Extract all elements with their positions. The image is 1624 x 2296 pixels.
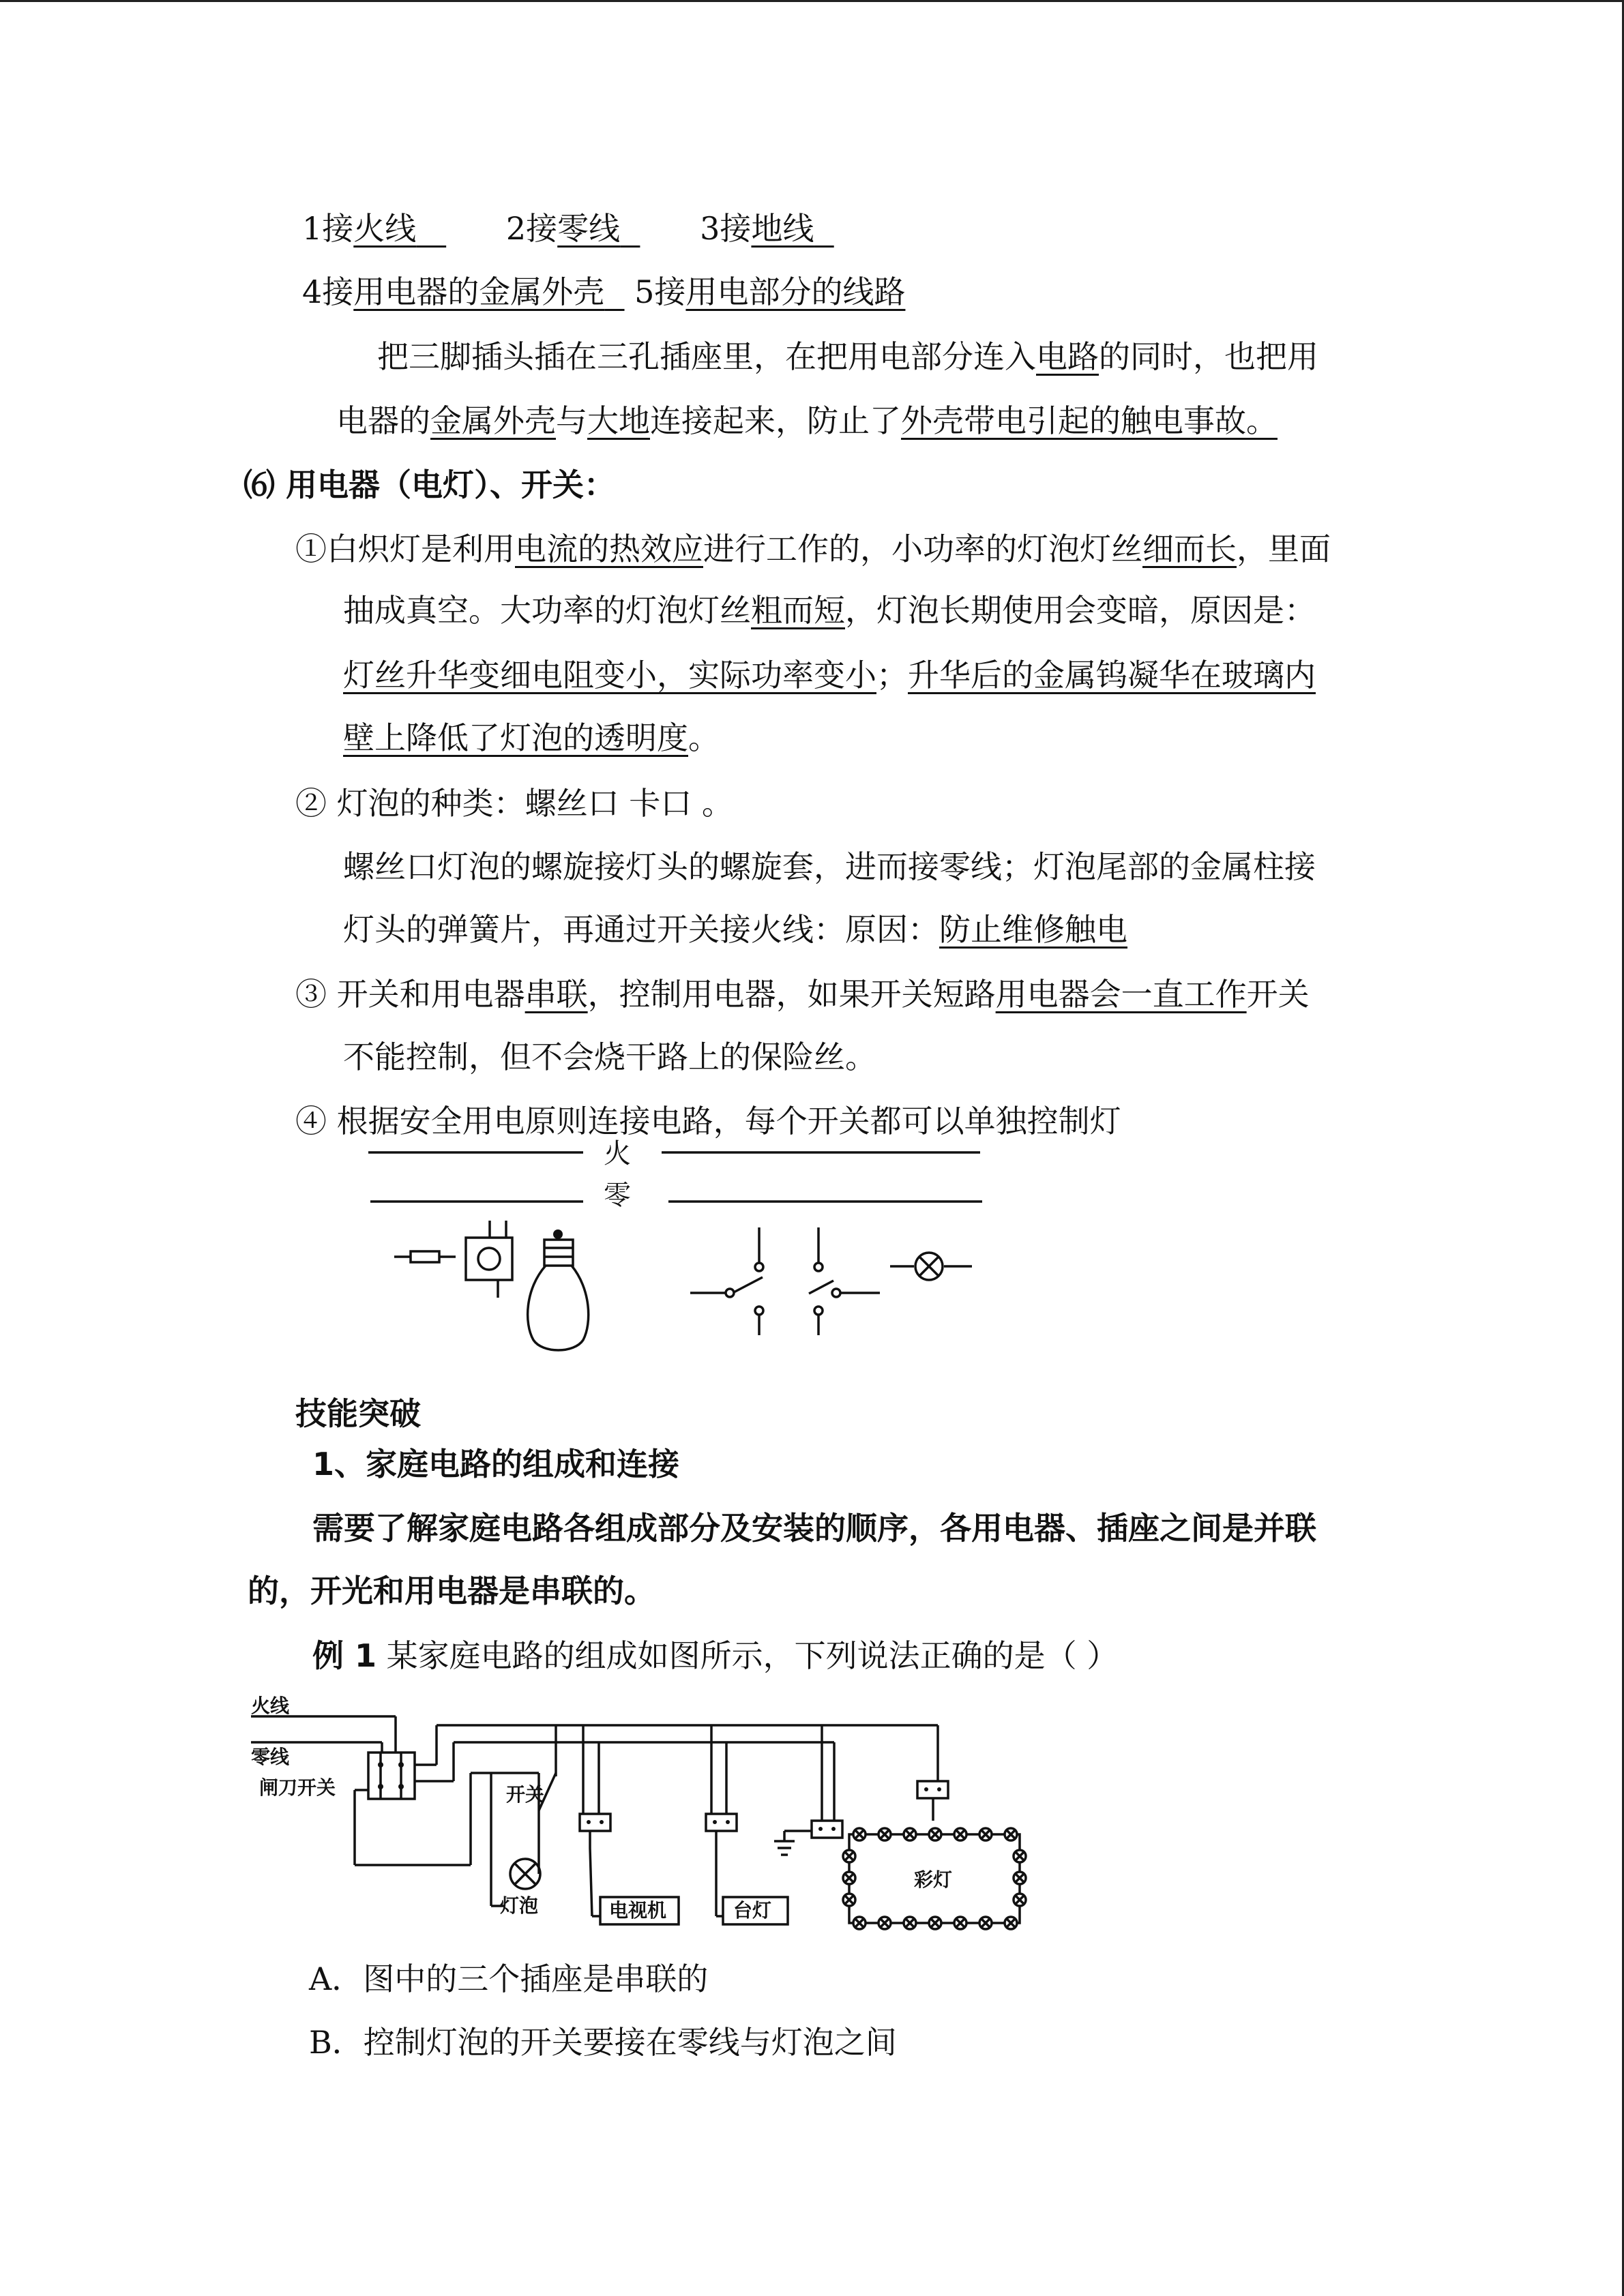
item2-line-2: 螺丝口灯泡的螺旋接灯头的螺旋套，进而接零线；灯泡尾部的金属柱接	[343, 848, 1316, 885]
skills-paragraph-line-1: 需要了解家庭电路各组成部分及安装的顺序，各用电器、插座之间是并联	[312, 1510, 1316, 1547]
figure2-tv-label: 电视机	[609, 1899, 667, 1922]
terminal-line-2: 4接用电器的金属外壳 5接用电部分的线路	[302, 273, 906, 310]
option-a: A．图中的三个插座是串联的	[309, 1960, 709, 1997]
figure2-knife-switch-label: 闸刀开关	[259, 1776, 336, 1799]
item1-line-2: 抽成真空。大功率的灯泡灯丝粗而短，灯泡长期使用会变暗，原因是：	[343, 592, 1316, 629]
item1-line-1: ①白炽灯是利用电流的热效应进行工作的，小功率的灯泡灯丝细而长，里面	[295, 531, 1331, 567]
skills-title: 技能突破	[295, 1395, 421, 1432]
plug-paragraph-line-1: 把三脚插头插在三孔插座里，在把用电部分连入电路的同时，也把用	[377, 338, 1318, 375]
skills-paragraph-line-2: 的，开光和用电器是串联的。	[248, 1572, 655, 1609]
figure1-neutral-label: 零	[604, 1180, 631, 1211]
item1-line-3: 灯丝升华变细电阻变小，实际功率变小；升华后的金属钨凝华在玻璃内	[343, 657, 1316, 694]
item4-line-1: ④ 根据安全用电原则连接电路，每个开关都可以单独控制灯	[295, 1103, 1121, 1139]
option-b: B．控制灯泡的开关要接在零线与灯泡之间	[309, 2024, 897, 2061]
item3-line-2: 不能控制，但不会烧干路上的保险丝。	[343, 1039, 876, 1075]
figure2-bulb-label: 灯泡	[500, 1894, 539, 1917]
figure2-live-label: 火线	[251, 1695, 290, 1717]
section-heading: ⑹ 用电器（电灯）、开关：	[243, 466, 616, 503]
figure2-bulb-icon	[510, 1859, 540, 1889]
figure2-desk-lamp-label: 台灯	[733, 1899, 772, 1922]
item3-line-1: ③ 开关和用电器串联，控制用电器，如果开关短路用电器会一直工作开关	[295, 976, 1310, 1013]
figure2-switch-label: 开关	[506, 1783, 545, 1806]
figure1-live-label: 火	[604, 1138, 631, 1169]
item1-line-4: 壁上降低了灯泡的透明度。	[343, 719, 720, 756]
plug-paragraph-line-2: 电器的金属外壳与大地连接起来，防止了外壳带电引起的触电事故。	[336, 402, 1278, 439]
item2-line-3: 灯头的弹簧片，再通过开关接火线：原因：防止维修触电	[343, 911, 1127, 948]
skills-subtitle: 1、家庭电路的组成和连接	[312, 1446, 680, 1482]
figure2-colored-lights-label: 彩灯	[914, 1868, 953, 1891]
terminal-line-1: 1接火线 2接零线 3接地线	[302, 210, 814, 247]
figure2-neutral-label: 零线	[251, 1746, 290, 1768]
item2-line-1: ② 灯泡的种类：螺丝口 卡口 。	[295, 785, 733, 822]
example-question: 例 1 某家庭电路的组成如图所示，下列说法正确的是（ ）	[312, 1637, 1119, 1674]
